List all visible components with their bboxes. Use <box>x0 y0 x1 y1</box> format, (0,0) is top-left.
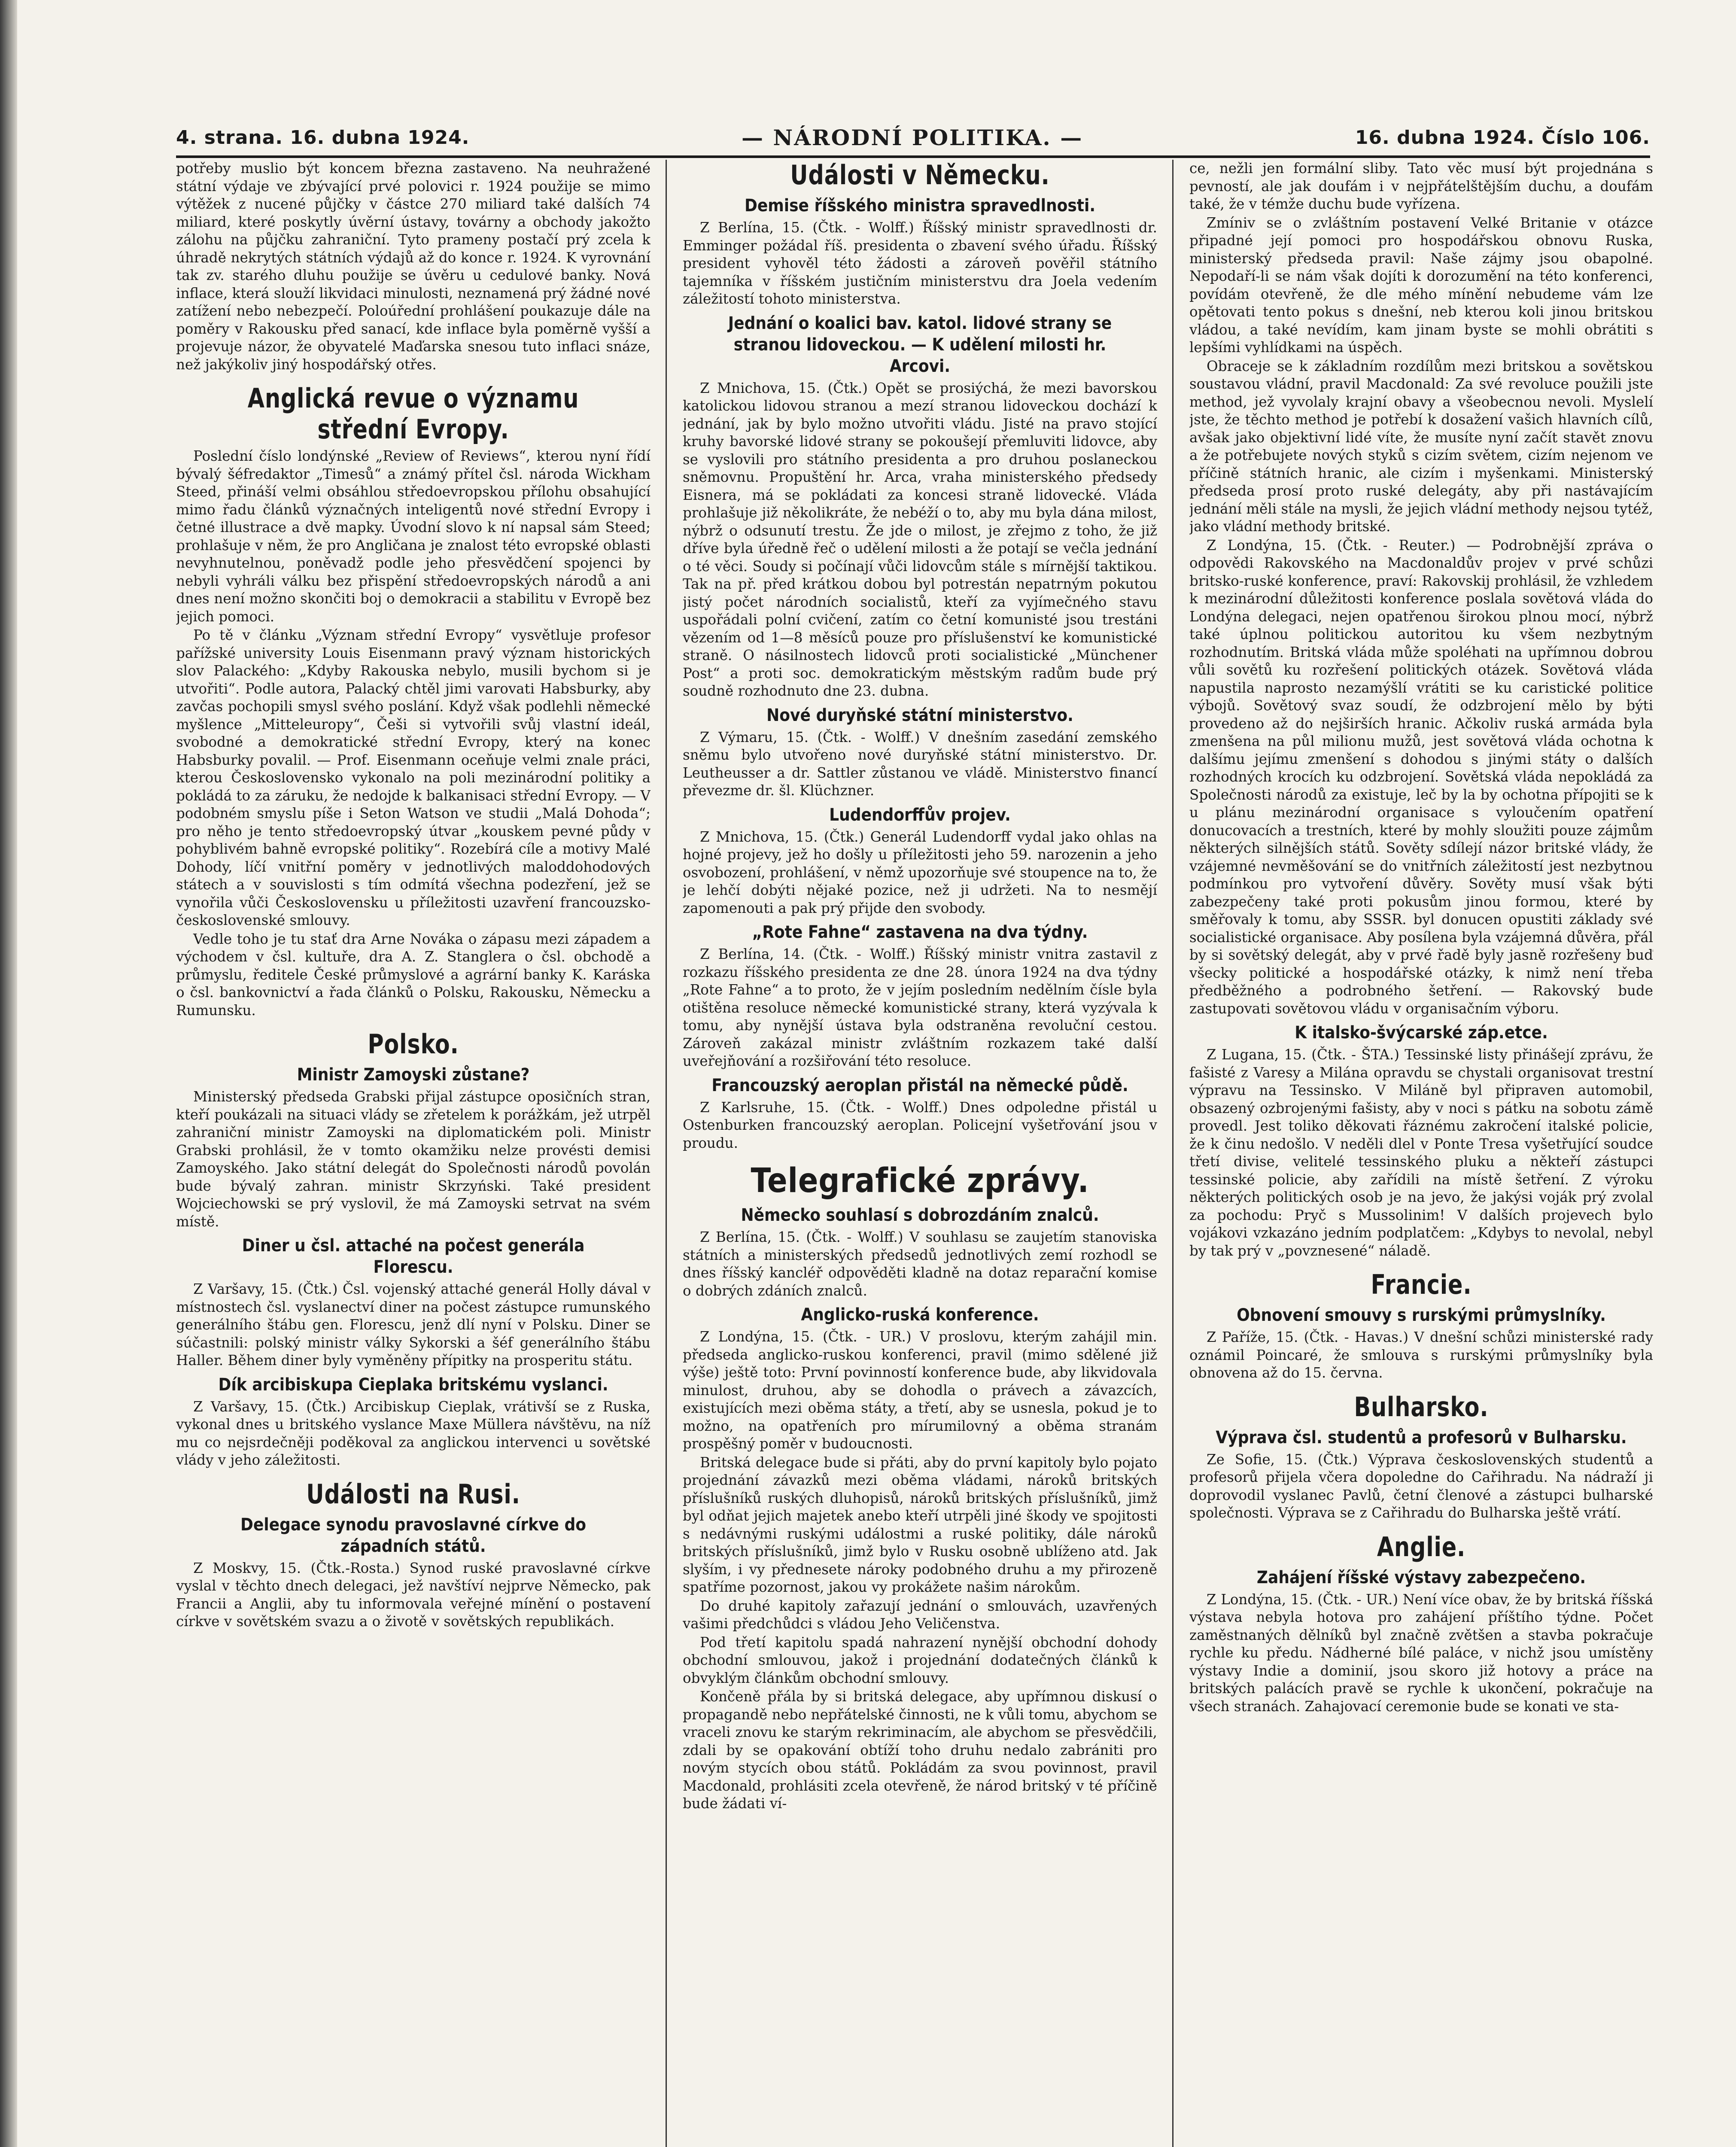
article-paragraph: ce, nežli jen formální sliby. Tato věc musí být projednána s pevností, ale jak doufám i v nejpřátelštějším duchu, a doufám také, že v témže duchu bude vyřízena. <box>1189 160 1653 212</box>
section-headline: Anglie. <box>1377 1531 1466 1563</box>
article-paragraph: Z Varšavy, 15. (Čtk.) Čsl. vojenský attaché generál Holly dával v místnostech čsl. vyslanectví diner na počest zástupce rumunského generálního štábu gen. Florescu, jenž dlí nyní v Polsku. Diner se súčastnili: polský ministr války Sykorski a šéf generálního štábu Haller. Během diner byly vyměněny přípitky na prosperitu státu. <box>176 1281 651 1368</box>
article-paragraph: Zmíniv se o zvláštním postavení Velké Britanie v otázce připadné její pomoci pro hospodářskou obnovu Ruska, ministerský předseda pravil: Naše zájmy jsou obapolné. Nepodaří-li se nám však dojíti k dorozumění na této konferenci, povídám otevřeně, že dle mého mínění nebudeme vám lze opětovati tento pokus s dnešní, neb kterou koli jinou britskou vládou, a také nevídím, kam jinam byste se mohli obrátiti s lepšími vyhlídkami na úspěch. <box>1189 214 1653 356</box>
article-subheadline: Německo souhlasí s dobrozdáním znalců. <box>741 1205 1099 1225</box>
article-subheadline: Anglicko-ruská konference. <box>801 1305 1039 1325</box>
section-headline: Události v Německu. <box>790 160 1050 191</box>
article-subheadline: Výprava čsl. studentů a profesorů v Bulharsku. <box>1216 1427 1627 1448</box>
article-subheadline: Jednání o koalici bav. katol. lidové strany se stranou lidoveckou. — K udělení milosti hr. Arcovi. <box>728 313 1112 376</box>
page-binding-edge <box>0 0 17 2147</box>
article-paragraph: Z Výmaru, 15. (Čtk. - Wolff.) V dnešním zasedání zemského sněmu bylo utvořeno nové duryňské státní ministerstvo. Dr. Leutheusser a dr. Sattler zůstanou ve vládě. Ministerstvo financí převezme dr. šl. Klüchzner. <box>683 729 1157 799</box>
section-headline: Francie. <box>1371 1269 1472 1300</box>
header-rule <box>176 155 1650 158</box>
article-paragraph: Z Moskvy, 15. (Čtk.-Rosta.) Synod ruské pravoslavné církve vyslal v těchto dnech delegaci, jež navštíví nejprve Německo, pak Francii a Anglii, aby tu informovala veřejné mínění o postavení církve v sovětském svazu a o životě v sovětských republikách. <box>176 1560 651 1630</box>
article-paragraph: Z Lugana, 15. (Čtk. - ŠTA.) Tessinské listy přinášejí zprávu, že fašisté z Varesy a Milána opravdu se chystali organisovat trestní výpravu na Tessinsko. V Miláně byl připraven automobil, obsazený ozbrojenými fašisty, aby v noci s pátku na sobotu zámě provedl. Jest toliko děkovati řáznému zakročení italské policie, že k činu nedošlo. V neděli dlel v Ponte Tresa vyšetřující soudce třetí divise, velitelé tessinského pluku a někteří zástupci tessinské policie, aby zařídili na místě šetření. Z výroku některých politických osob je na jevo, že jakýsi voják prý zvolal za pochodu: Pryč s Mussolinim! V dalších projevech bylo vojákovi vzkazáno jedním podplatčem: „Kdybys to nevolal, nebyl by tak prý v „povznesené“ náladě. <box>1189 1046 1653 1259</box>
article-paragraph: Ze Sofie, 15. (Čtk.) Výprava československých studentů a profesorů přijela včera dopoledne do Cařihradu. Na nádraží ji doprovodil vyslanec Pavlů, četní členové a zástupci bulharské společnosti. Výprava se z Cařihradu do Bulharska ještě vrátí. <box>1189 1451 1653 1521</box>
article-subheadline: K italsko-švýcarské záp.etce. <box>1295 1023 1548 1043</box>
article-paragraph: Z Berlína, 15. (Čtk. - Wolff.) Říšský ministr spravedlnosti dr. Emminger požádal říš. presidenta o zbavení svého úřadu. Říšský president vyhověl této žádosti a zároveň pověřil státního tajemníka v říšském justičním ministerstvu dra Joela vedením záležitostí tohoto ministerstva. <box>683 219 1157 307</box>
article-paragraph: Vedle toho je tu stať dra Arne Nováka o zápasu mezi západem a východem v čsl. kultuře, dra A. Z. Stanglera o čsl. obchodě a průmyslu, ředitele České průmyslové a agrární banky K. Karáska o čsl. bankovnictví a řada článků o Polsku, Rakousku, Německu a Rumunsku. <box>176 931 651 1019</box>
article-subheadline: Ludendorffův projev. <box>829 805 1011 825</box>
section-headline-telegraph: Telegrafické zprávy. <box>751 1162 1089 1200</box>
article-paragraph: Po tě v článku „Význam střední Evropy“ vysvětluje profesor pařížské university Louis Eisenmann pravý význam historických slov Palackého: „Kdyby Rakouska nebylo, musili bychom si je utvořiti“. Podle autora, Palacký chtěl jimi varovati Habsburky, aby zavčas pochopili smysl svého poslání. Když však podlehli německé myšlence „Mitteleuropy“, Češi si vytvořili svůj vlastní ideál, svobodné a demokratické střední Evropy, který na konec Habsburky povalil. — Prof. Eisenmann oceňuje velmi znale práci, kterou Československo vykonalo na poli mezinárodní politiky a pokládá to za záruku, že nedojde k balkanisaci střední Evropy. — V podobném smyslu píše i Seton Watson ve studii „Malá Dohoda“; pro něho je tento středoevropský útvar „kouskem pevné půdy v pohyblivém bahně evropské politiky“. Rozebírá cíle a motivy Malé Dohody, líčí vnitřní poměry v jednotlivých maloddohodových státech a v souvislosti s tím odmítá všechna podezření, jež se vynořila vůči Československu u příležitosti uzavření francouzsko-československé smlouvy. <box>176 627 651 928</box>
article-paragraph: Z Varšavy, 15. (Čtk.) Arcibiskup Cieplak, vrátivší se z Ruska, vykonal dnes u britského vyslance Maxe Müllera návštěvu, na níž mu co nejsrdečněji poděkoval za anglickou intervenci u sovětské vlády v jeho záležitosti. <box>176 1398 651 1468</box>
article-paragraph: Pod třetí kapitolu spadá nahrazení nynější obchodní dohody obchodní smlouvou, jakož i projednání dodatečných článků k obvyklým článkům obchodní smlouvy. <box>683 1634 1157 1686</box>
article-paragraph: Z Berlína, 14. (Čtk. - Wolff.) Říšský ministr vnitra zastavil z rozkazu říšského presidenta ze dne 28. února 1924 na dva týdny „Rote Fahne“ a to proto, že v jejím posledním nedělním čísle byla otištěna resoluce německé komunistické strany, která vyzývala k tomu, aby nynější ústava byla odstraněna revoluční cestou. Zároveň zakázal ministr zvláštním rozkazem také další uveřejňování a rozšiřování této resoluce. <box>683 946 1157 1069</box>
section-headline: Události na Rusi. <box>306 1478 520 1510</box>
article-paragraph: potřeby muslio být koncem března zastaveno. Na neuhražené státní výdaje ve zbývající prvé polovici r. 1924 použije se mimo výtěžek z nucené půjčky v částce 270 miliard také dalších 74 miliard, které poskytly úvěrní ústavy, továrny a obchody jakožto zálohu na půjčku zahraniční. Tyto prameny postačí prý zcela k úhradě nekrytých státních výdajů až do konce r. 1924. K vyrovnání tak zv. starého dluhu použije se úvěru u cedulové banky. Nová inflace, která slouží likvidaci minulosti, neznamená prý žádné nové zatížení nebo nebezpečí. Poloúřední prohlášení poukazuje dále na poměry v Rakousku před sanací, kde inflace byla poměrně vyšší a projevuje názor, že obyvatelé Maďarska snesou tuto inflaci snáze, než jakýkoliv jiný hospodářský otřes. <box>176 160 651 373</box>
article-paragraph: Do druhé kapitoly zařazují jednání o smlouvách, uzavřených vašimi předchůdci s vládou Jeho Veličenstva. <box>683 1597 1157 1632</box>
column-1 <box>176 160 651 2147</box>
column-divider <box>666 160 667 2147</box>
article-paragraph: Z Londýna, 15. (Čtk. - UR.) Není více obav, že by britská říšská výstava nebyla hotova pro zahájení příštího týdne. Počet zaměstnaných dělníků byl značně zvětšen a stavba pokračuje rychle ku předu. Nádherné bílé paláce, v nichž jsou umístěny výstavy Indie a dominií, jsou skoro již hotovy a práce na britských palácích pravě se rychle k ukončení, pokračuje na všech stranách. Zahajovací ceremonie bude se konati ve sta- <box>1189 1591 1653 1715</box>
article-paragraph: Z Mnichova, 15. (Čtk.) Opět se prosiýchá, že mezi bavorskou katolickou lidovou stranou a mezí stranou lidoveckou dochází k jednání, jak by bylo možno utvořiti vládu. Jisté na pravo stojící kruhy bavorské lidové strany se pokoušejí přemluviti lidovce, aby se vyslovili pro státního presidenta a pro druhou poslaneckou sněmovnu. Propuštění hr. Arca, vraha ministerského předsedy Eisnera, má se pokládati za koncesi straně lidovecké. Vláda prohlašuje již několikráte, že nebéží o to, aby mu byla dána milost, nýbrž o odsunutí trestu. Že jde o milost, je zřejmo z toho, že již dříve byla úředně řeč o udělení milosti a že potají se večla jednání o té věci. Soudy si počínají vůči lidovcům stále s mírnější taktikou. Tak na př. před krátkou dobou byl potrestán nepatrným pokutou jistý počet národních socialistů, kteří za vyjímečného stavu uspořádali polní cvičení, zatím co četní komunisté jsou trestáni vězením od 1—8 měsíců pouze pro příslušenství ke komunistické straně. O násilnostech lidovců proti socialistické „Münchener Post“ a proti soc. demokratickým městským radům bude prý soudně rozhodnuto dne 23. dubna. <box>683 380 1157 699</box>
article-subheadline: Zahájení říšské výstavy zabezpečeno. <box>1256 1567 1586 1587</box>
article-subheadline: „Rote Fahne“ zastavena na dva týdny. <box>752 922 1088 942</box>
column-divider <box>1172 160 1174 2147</box>
section-headline: Bulharsko. <box>1354 1391 1489 1423</box>
article-paragraph: Končeně přála by si britská delegace, aby upřímnou diskusí o propagandě nebo nepřátelské činnosti, ne k vůli tomu, abychom se vraceli znovu ke starým rekriminacím, ale abychom se přesvědčili, zdali by se opakování obtíží toho druhu nedalo zabrániti pro novým stycích obou států. Pokládám za svou povinnost, pravil Macdonald, prohlásiti zcela otevřeně, že národ britský v té příčině bude žádati ví- <box>683 1688 1157 1812</box>
article-headline: Anglická revue o významu střední Evropy. <box>247 383 579 445</box>
article-subheadline: Diner u čsl. attaché na počest generála Florescu. <box>242 1236 585 1277</box>
header-date-issue: 16. dubna 1924. Číslo 106. <box>1355 126 1650 149</box>
column-2 <box>683 160 1157 2147</box>
page-header <box>176 122 1650 152</box>
column-3 <box>1189 160 1653 2147</box>
article-subheadline: Francouzský aeroplan přistál na německé půdě. <box>711 1075 1128 1095</box>
article-subheadline: Delegace synodu pravoslavné církve do západních států. <box>240 1514 586 1556</box>
article-paragraph: Britská delegace bude si přáti, aby do první kapitoly bylo pojato projednání závazků mezi oběma vládami, nároků britských příslušníků ruských dluhopisů, nároků britských příslušníků, jimž byl odňat jejich majetek anebo kteří utrpěli jiné škody ve spojitosti s nedávnými ruskými událostmi a ruské politiky, dále nároků britských příslušníků, jimž bylo v Rusku osobně ublíženo atd. Jak slyším, i vy přednesete nároky podobného druhu a my přirozeně spatříme pozornost, jakou vy prokážete našim nárokům. <box>683 1454 1157 1595</box>
article-paragraph: Z Mnichova, 15. (Čtk.) Generál Ludendorff vydal jako ohlas na hojné projevy, jež ho došly u příležitosti jeho 59. narozenin a jeho osvobození, prohlášení, v němž upozorňuje své stoupence na to, že je lehčí dobýti nějaké pozice, než ji udržeti. Na to nesmějí zapomenouti a pak prý přijde den svobody. <box>683 828 1157 916</box>
article-paragraph: Z Karlsruhe, 15. (Čtk. - Wolff.) Dnes odpoledne přistál u Ostenburken francouzský aeroplan. Policejní vyšetřování jsou v proudu. <box>683 1099 1157 1151</box>
article-subheadline: Obnovení smouvy s rurskými průmyslníky. <box>1237 1305 1606 1325</box>
section-headline: Polsko. <box>368 1028 459 1060</box>
article-paragraph: Z Berlína, 15. (Čtk. - Wolff.) V souhlasu se zaujetím stanoviska státních a ministerských předsedů jednotlivých zemí rozhodl se dnes říšský kancléř odpověděti kladně na dotaz reparační komise o dobrých zdáních znalců. <box>683 1229 1157 1299</box>
article-paragraph: Obraceje se k základním rozdílům mezi britskou a sovětskou soustavou vládní, pravil Macdonald: Za své revoluce použili jste method, jež vyvolaly krajní obavy a všeobecnou nevoli. Myslelí jste, že těchto method je potřebí k dosažení vašich hlavních cílů, avšak jako objektivní lidé víte, že musíte nyní začít stavět znovu a že potřebujete nových styků s cizím světem, cizím nejenom ve příčině státních hranic, ale cizím i myšenkami. Ministerský předseda prosí proto ruské delegáty, aby při nastávajícím jednání měli stále na mysli, že jejich vládní methody nejsou tytéž, jako vládní methody britské. <box>1189 358 1653 535</box>
article-subheadline: Demise říšského ministra spravedlnosti. <box>744 196 1096 216</box>
article-subheadline: Ministr Zamoyski zůstane? <box>297 1065 530 1085</box>
header-date-left: 4. strana. 16. dubna 1924. <box>176 126 470 149</box>
article-subheadline: Dík arcibiskupa Cieplaka britskému vyslanci. <box>218 1375 608 1395</box>
article-subheadline: Nové duryňské státní ministerstvo. <box>766 705 1073 725</box>
newspaper-masthead-title: — NÁRODNÍ POLITIKA. — <box>742 125 1083 150</box>
article-paragraph: Z Londýna, 15. (Čtk. - UR.) V proslovu, kterým zahájil min. předseda anglicko-ruskou konferenci, pravil (mimo sdělené již výše) ještě toto: První povinností konference bude, aby likvidovala minulost, druhou, aby se dohodla o právech a závazcích, existujících mezi oběma státy, a třetí, aby se usnesla, pokud je to možno, na opatřeních pro mírumilovný a oběma stranám prospěšný poměr v budoucnosti. <box>683 1329 1157 1452</box>
article-paragraph: Poslední číslo londýnské „Review of Reviews“, kterou nyní řídí bývalý šéfredaktor „Timesů“ a známý přítel čsl. národa Wickham Steed, přináší velmi obsáhlou středoevropskou přílohu obsahující mimo řadu článků význačných inteligentů nové střední Evropy i četné illustrace a dvě mapky. Úvodní slovo k ní napsal sám Steed; prohlašuje v něm, že pro Angličana je znalost této evropské oblasti nevyhnutelnou, poněvadž podle jeho přesvědčení spojenci by nebyli vyhráli válku bez přispění středoevropských národů a ani dnes není možno skončiti boj o demokracii a stabilitu v Evropě bez jejich pomoci. <box>176 448 651 625</box>
article-paragraph: Z Londýna, 15. (Čtk. - Reuter.) — Podrobnější zpráva o odpovědi Rakovského na Macdonaldův projev v prvé schůzi britsko-ruské konference, praví: Rakovskij prohlásil, že vzhledem k mezinárodní důležitosti konference poslala sovětová vláda do Londýna delegaci, nejen opatřenou širokou plnou mocí, nýbrž také úplnou politickou autoritou ku všem nezbytným rozhodnutím. Britská vláda může spoléhati na upřímnou dobrou vůli sovětů ku rozřešení politických otázek. Sovětová vláda napustila naprosto nezamýšlí vrátiti se ku caristické politice výbojů. Sovětový svaz soudí, že odzbrojení mělo by býti provedeno až do nejširších hranic. Ačkoliv ruská armáda byla zmenšena na půl milionu mužů, jest sovětová vláda ochotna k dalšímu jejímu zmenšení s dohodou s jinými státy o dalších rozhodných krocích ku odzbrojení. Sovětská vláda nepokládá za Společnosti národů za existuje, leč by la by ochotna přípojiti se k u plánu mezinárodní organisace s vyloučením opatření donucovacích a trestních, které by mohly sloužiti pouze zájmům některých silnějších států. Sověty sdílejí názor britské vlády, že vzájemné nevměšování se do vnitřních záležitostí jest nezbytnou podmínkou pro vytvoření důvěry. Sověty musí však býti zabezpečeny také proti pokusům jinou formou, které by směřovaly k tomu, aby SSSR. byl donucen opustiti základy své socialistické organisace. Aby posílena byla vzájemná důvěra, přál by si sovětský delegát, aby v prvé řadě byly jasně rozřešeny buď všecky politické a hospodářské otázky, k nimž není třeba předběžného a podrobného šetření. — Rakovský bude zastupovati sovětovou vládu v organisačním výboru. <box>1189 537 1653 1017</box>
article-paragraph: Z Paříže, 15. (Čtk. - Havas.) V dnešní schůzi ministerské rady oznámil Poincaré, že smlouva s rurskými průmyslníky byla obnovena až do 15. června. <box>1189 1329 1653 1381</box>
article-paragraph: Ministerský předseda Grabski přijal zástupce oposičních stran, kteří poukázali na situaci vlády se zřetelem k porážkám, jež utrpěl zahraniční ministr Zamoyski na diplomatickém poli. Ministr Grabski prohlásil, že v tomto okamžiku nelze provésti demisi Zamoyského. Jako státní delegát do Společnosti národů povolán bude bývalý zahran. ministr Skrzyński. Také president Wojciechowski se prý vyslovil, že má Zamoyski setrvat na svém místě. <box>176 1089 651 1230</box>
